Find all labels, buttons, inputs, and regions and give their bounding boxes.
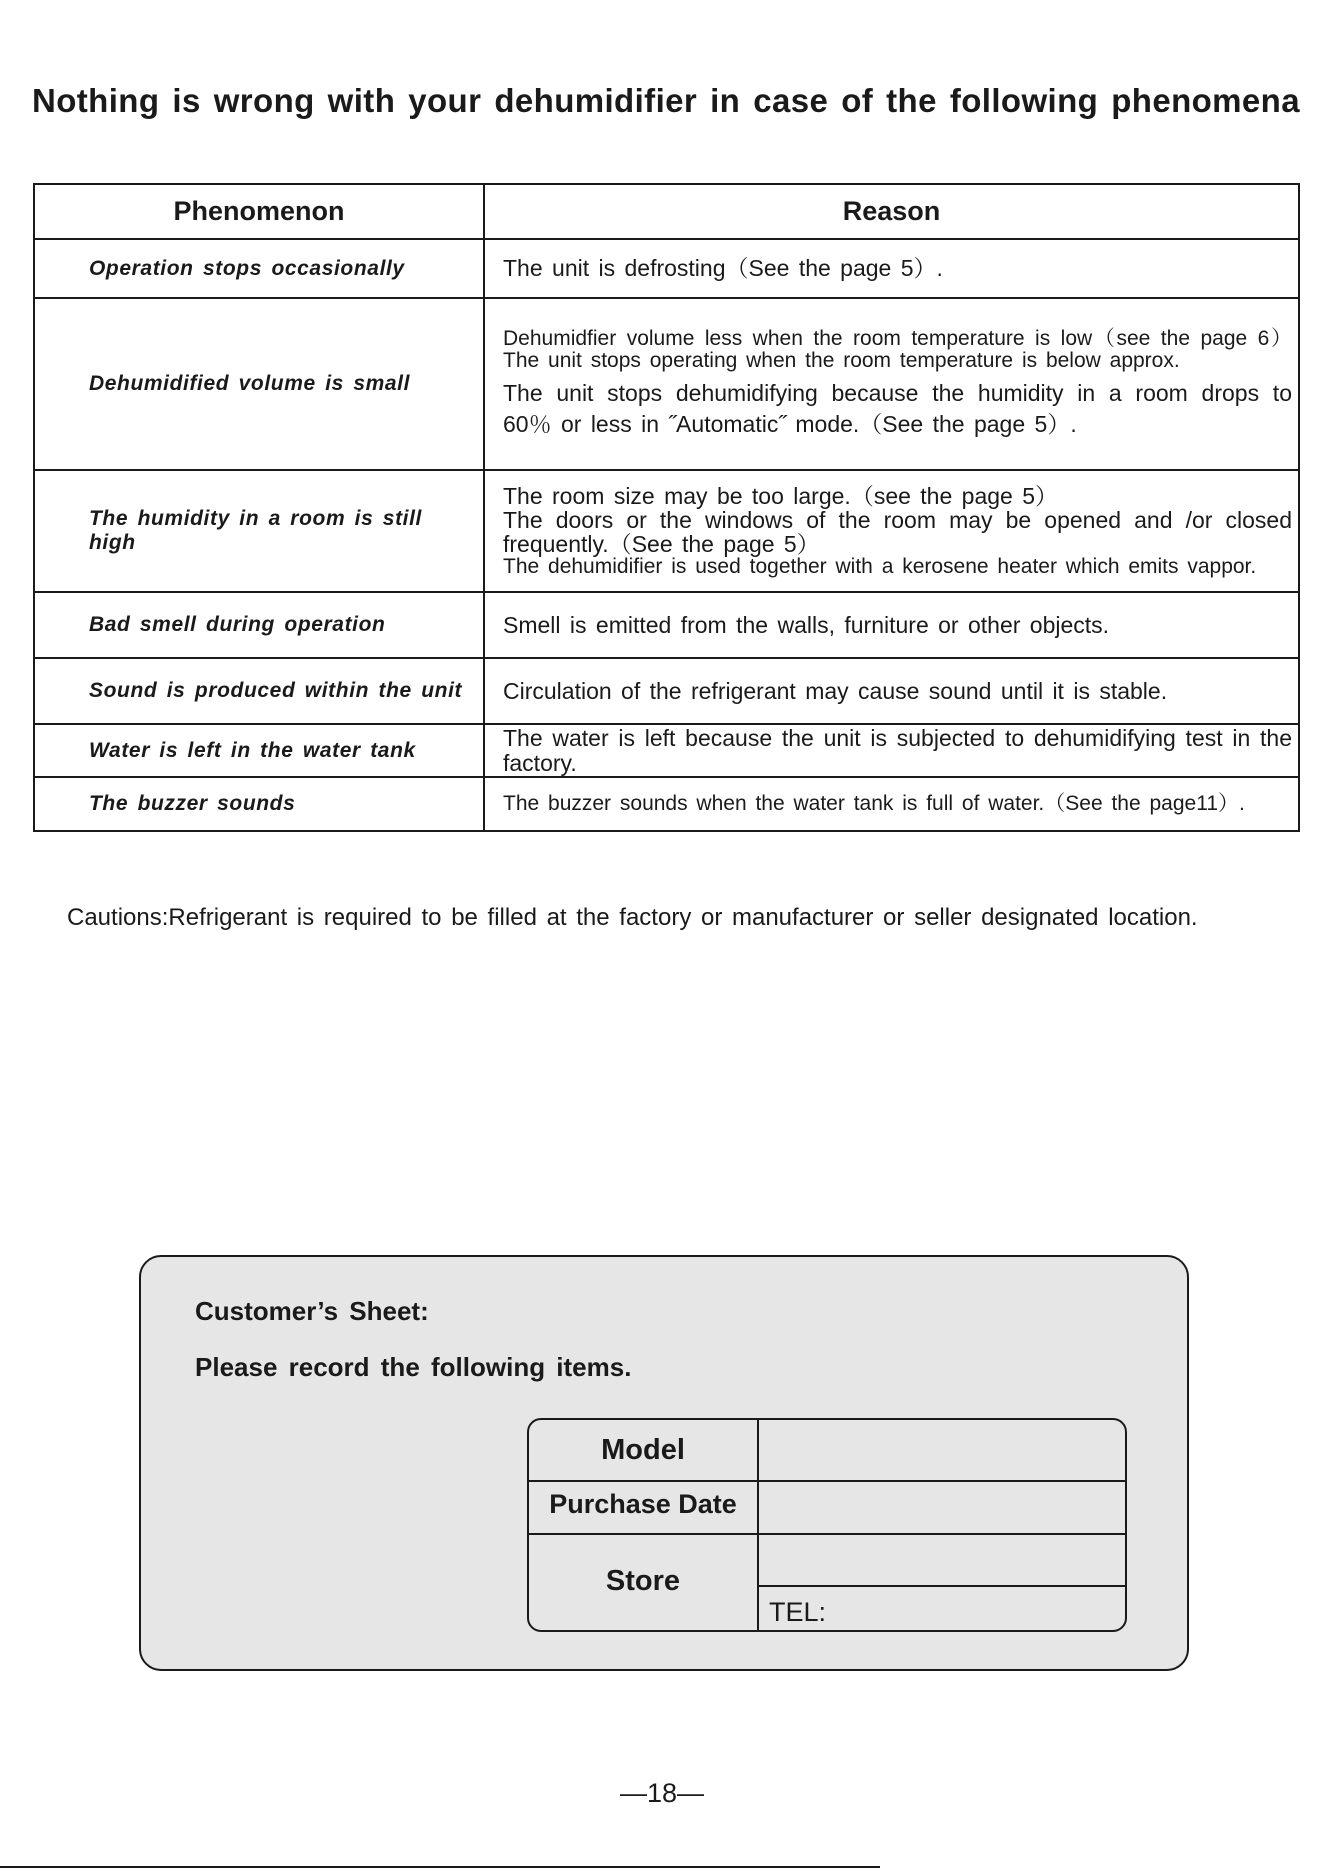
phenomenon-cell: The buzzer sounds: [34, 777, 484, 831]
reason-line: The dehumidifier is used together with a kerosene heater which emits vappor.: [503, 555, 1257, 579]
header-reason: Reason: [484, 184, 1299, 239]
reason-line: The doors or the windows of the room may be opened and /or closed frequently.（See the page 5）: [503, 506, 1292, 558]
reason-cell: [484, 592, 1299, 658]
caution-note: Cautions:Refrigerant is required to be filled at the factory or manufacturer or seller designated location.: [67, 904, 1198, 931]
sheet-instruction: Please record the following items.: [195, 1352, 632, 1382]
tel-label: TEL:: [769, 1597, 827, 1627]
store-label: Store: [605, 1565, 681, 1597]
table-row: [34, 470, 1299, 592]
reason-cell: [484, 239, 1299, 298]
phenomenon-cell: Operation stops occasionally: [34, 239, 484, 298]
page-number: —18—: [619, 1778, 705, 1808]
header-phenomenon: Phenomenon: [34, 184, 484, 239]
reason-line: The unit is defrosting（See the page 5）.: [503, 255, 943, 282]
table-row: [34, 239, 1299, 298]
phenomenon-cell: Sound is produced within the unit: [34, 658, 484, 724]
model-field[interactable]: [760, 1420, 1127, 1480]
record-table: [527, 1418, 1127, 1632]
table-row: [34, 658, 1299, 724]
purchase-date-label: Purchase Date: [549, 1489, 737, 1519]
bottom-rule: [0, 1866, 880, 1868]
row-divider: [757, 1585, 1127, 1587]
reason-cell: [484, 658, 1299, 724]
reason-cell: [484, 777, 1299, 831]
reason-cell: [484, 298, 1299, 470]
table-header-row: [34, 184, 1299, 239]
table-row: [34, 298, 1299, 470]
model-label: Model: [601, 1434, 685, 1466]
troubleshooting-table: [33, 183, 1300, 832]
page-title: Nothing is wrong with your dehumidifier in case of the following phenomena: [32, 82, 1300, 119]
reason-line: The unit stops dehumidifying because the humidity in a room drops to 60％ or less in ˝Automatic˝ mode.（See the page 5）.: [503, 380, 1292, 438]
reason-cell: [484, 470, 1299, 592]
purchase-date-field[interactable]: [760, 1482, 1127, 1533]
phenomenon-cell: The humidity in a room is still high: [34, 470, 484, 592]
phenomenon-cell: Bad smell during operation: [34, 592, 484, 658]
reason-line: The room size may be too large.（see the page 5）: [503, 482, 1059, 509]
reason-line: Smell is emitted from the walls, furniture or other objects.: [503, 611, 1110, 638]
table-row: [34, 592, 1299, 658]
reason-line: The buzzer sounds when the water tank is full of water.（See the page11）.: [503, 791, 1245, 815]
phenomenon-cell: Water is left in the water tank: [34, 724, 484, 777]
reason-line: Dehumidfier volume less when the room temperature is low（see the page 6）The unit stops operating when the room temperature is below approx.: [503, 326, 1292, 372]
table-row: [34, 777, 1299, 831]
store-field[interactable]: [760, 1535, 1127, 1585]
reason-line: The water is left because the unit is subjected to dehumidifying test in the factory.: [503, 725, 1292, 776]
reason-cell: [484, 724, 1299, 777]
column-divider: [757, 1420, 759, 1632]
sheet-title: Customer’s Sheet:: [195, 1296, 429, 1326]
customer-sheet: [139, 1255, 1189, 1671]
reason-line: Circulation of the refrigerant may cause sound until it is stable.: [503, 677, 1168, 704]
phenomenon-cell: Dehumidified volume is small: [34, 298, 484, 470]
table-row: [34, 724, 1299, 777]
